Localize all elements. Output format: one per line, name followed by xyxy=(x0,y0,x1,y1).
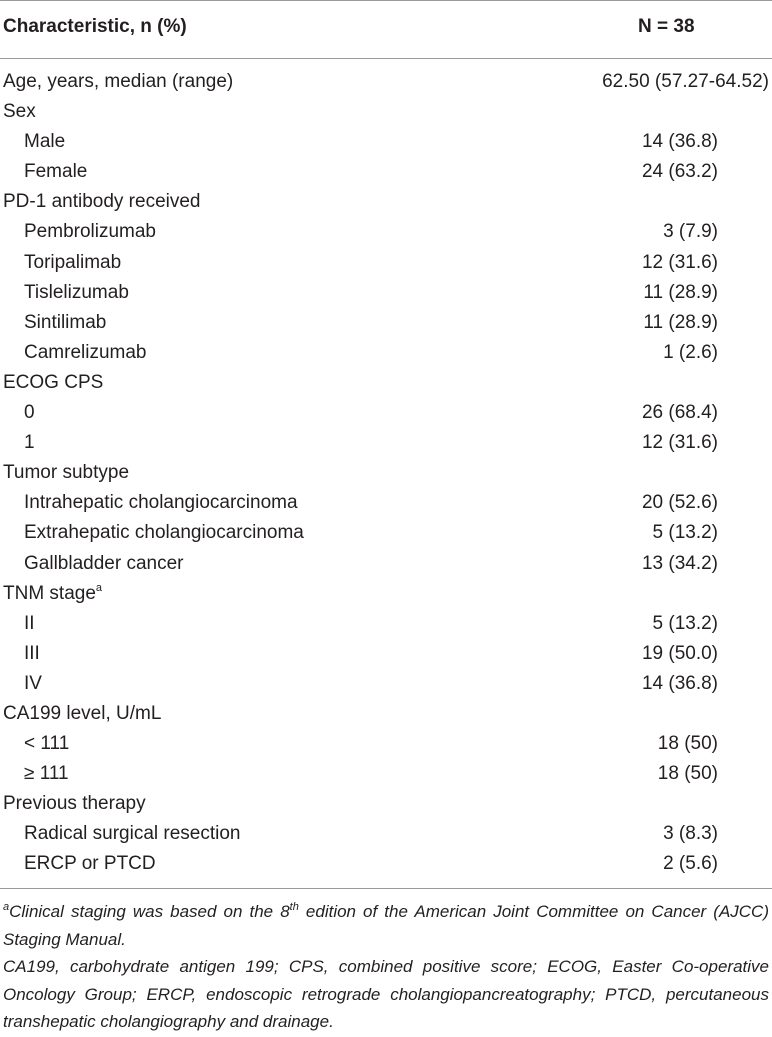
row-value: 3 (8.3) xyxy=(663,823,718,845)
row-label: TNM stage$^a$ xyxy=(3,581,103,604)
row-value: 24 (63.2) xyxy=(641,161,718,183)
row-label: III xyxy=(24,642,40,664)
row-label: IV xyxy=(24,672,42,694)
table-row xyxy=(0,188,772,218)
table-row xyxy=(0,550,772,580)
table-header-rule xyxy=(0,58,772,59)
row-value: 11 (28.9) xyxy=(643,281,718,303)
table-row xyxy=(0,309,772,339)
table-row xyxy=(0,790,772,820)
table-row xyxy=(0,850,772,880)
row-value: 26 (68.4) xyxy=(641,402,718,424)
header-characteristic: Characteristic, n (%) xyxy=(3,16,187,37)
table-body xyxy=(0,68,772,881)
row-label: Intrahepatic cholangiocarcinoma xyxy=(24,492,298,514)
footnote-a-ordinal: th xyxy=(289,901,299,913)
row-label: PD-1 antibody received xyxy=(3,191,201,213)
row-value: 19 (50.0) xyxy=(641,642,718,664)
row-value: 18 (50) xyxy=(657,763,718,785)
row-value: 14 (36.8) xyxy=(641,672,718,694)
row-label: Radical surgical resection xyxy=(24,823,241,845)
row-label: Toripalimab xyxy=(24,251,122,273)
row-label: Sex xyxy=(3,101,36,123)
footnote-a-marker: a xyxy=(3,901,10,913)
table-row xyxy=(0,640,772,670)
row-value: 1 (2.6) xyxy=(663,341,718,363)
footnote-a-text-2: edition of the American Joint Committee on Cancer (AJCC) Staging Manual. xyxy=(3,902,769,949)
row-label: II xyxy=(24,612,35,634)
row-value: 11 (28.9) xyxy=(643,311,718,333)
table-header-row xyxy=(0,0,772,58)
row-label: Male xyxy=(24,131,66,153)
row-value: 18 (50) xyxy=(657,733,718,755)
table-row xyxy=(0,98,772,128)
row-label: Gallbladder cancer xyxy=(24,552,184,574)
row-label: Pembrolizumab xyxy=(24,221,156,243)
header-n-total: N = 38 xyxy=(638,16,695,37)
table-bottom-rule xyxy=(0,888,772,889)
table-row xyxy=(0,128,772,158)
table-row xyxy=(0,369,772,399)
table-row xyxy=(0,158,772,188)
row-label: Previous therapy xyxy=(3,793,146,815)
table-row xyxy=(0,519,772,549)
table-row xyxy=(0,429,772,459)
footnote-a-text-1: Clinical staging was based on the 8 xyxy=(9,902,290,921)
table-row xyxy=(0,820,772,850)
row-label: Female xyxy=(24,161,88,183)
table-row xyxy=(0,399,772,429)
row-value: 14 (36.8) xyxy=(641,131,718,153)
table-row xyxy=(0,68,772,98)
row-label: ≥ 111 xyxy=(24,763,69,785)
table-row xyxy=(0,279,772,309)
footnote-marker: a xyxy=(95,581,103,594)
footnote-abbreviations: CA199, carbohydrate antigen 199; CPS, combined positive score; ECOG, Easter Co-operative Oncology Group; ERCP, endoscopic retrograde cholangiopancreatography; PTCD, percutaneous transhepatic cholangiography and drainage. xyxy=(3,957,769,1031)
row-label: Camrelizumab xyxy=(24,341,147,363)
row-label: < 111 xyxy=(24,733,70,755)
row-label: ECOG CPS xyxy=(3,371,104,393)
table-row xyxy=(0,760,772,790)
row-value: 13 (34.2) xyxy=(641,552,718,574)
row-label: CA199 level, U/mL xyxy=(3,702,162,724)
table-row xyxy=(0,339,772,369)
row-label: Sintilimab xyxy=(24,311,107,333)
row-label: Age, years, median (range) xyxy=(3,71,234,92)
row-label: Extrahepatic cholangiocarcinoma xyxy=(24,522,304,544)
row-value: 12 (31.6) xyxy=(641,432,718,454)
table-footnotes xyxy=(3,898,769,1036)
row-value: 62.50 (57.27-64.52) xyxy=(602,71,769,92)
table-row xyxy=(0,580,772,610)
table-row xyxy=(0,459,772,489)
row-label: ERCP or PTCD xyxy=(24,853,156,875)
table-row xyxy=(0,489,772,519)
row-value: 3 (7.9) xyxy=(663,221,718,243)
table-row xyxy=(0,249,772,279)
row-value: 20 (52.6) xyxy=(641,492,718,514)
row-value: 12 (31.6) xyxy=(641,251,718,273)
row-value: 5 (13.2) xyxy=(652,612,718,634)
table-row xyxy=(0,218,772,248)
row-value: 2 (5.6) xyxy=(663,853,718,875)
row-label: 0 xyxy=(24,402,35,424)
table-row xyxy=(0,730,772,760)
row-value: 5 (13.2) xyxy=(652,522,718,544)
table-row xyxy=(0,670,772,700)
footnote-a xyxy=(3,898,769,953)
row-label: 1 xyxy=(24,432,35,454)
row-label: Tislelizumab xyxy=(24,281,129,303)
table-row xyxy=(0,610,772,640)
table-row xyxy=(0,700,772,730)
row-label: Tumor subtype xyxy=(3,462,130,484)
